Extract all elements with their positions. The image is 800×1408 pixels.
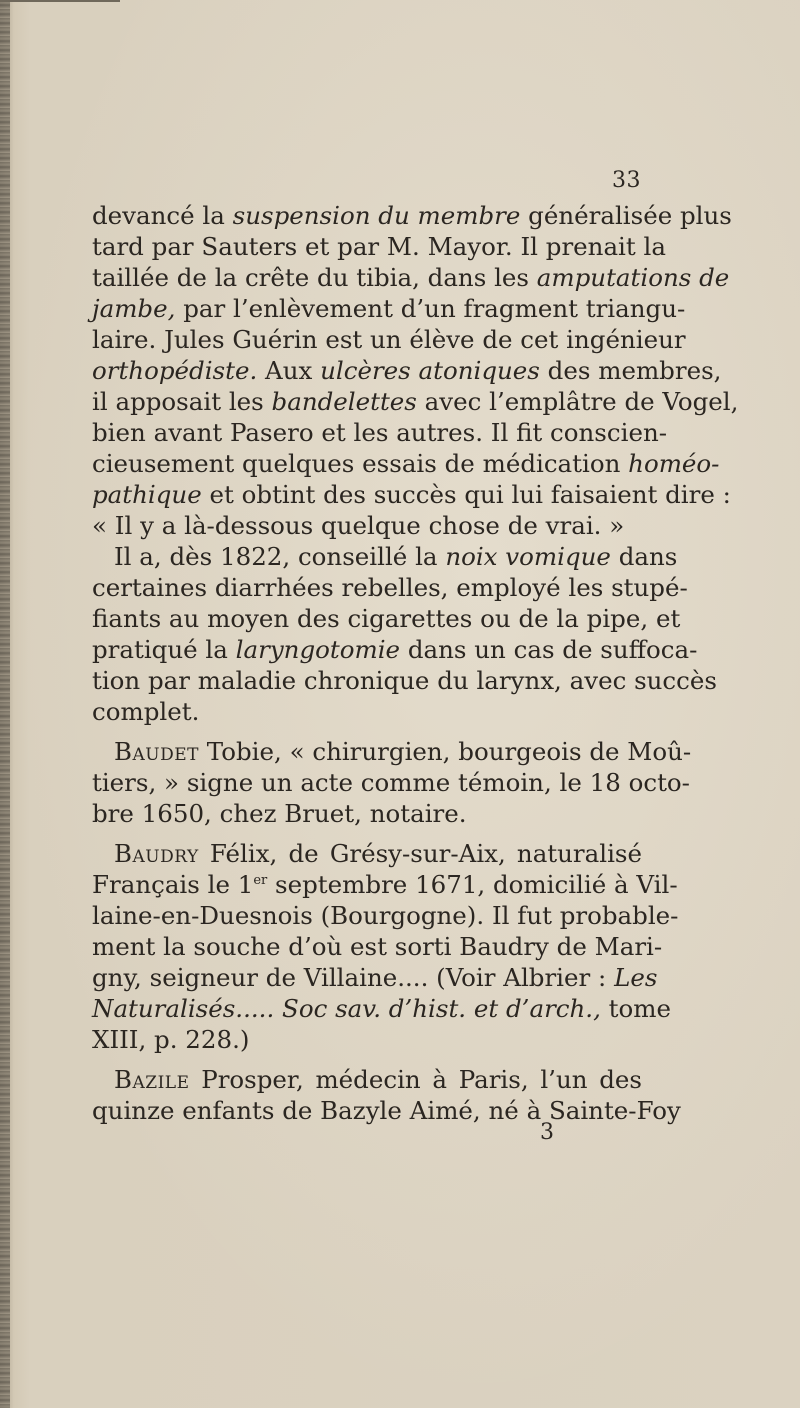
paragraph-gap bbox=[92, 829, 642, 838]
text-run: bre 1650, chez Bruet, notaire. bbox=[92, 799, 467, 828]
text-line bbox=[92, 417, 667, 448]
text-line bbox=[92, 1024, 642, 1055]
text-run: dans bbox=[610, 542, 678, 571]
text-line bbox=[92, 1064, 642, 1095]
text-run: septembre 1671, domicilié à Vil- bbox=[267, 870, 678, 899]
text-line bbox=[92, 736, 692, 767]
text-run: laine-en-Duesnois (Bourgogne). Il fut probable- bbox=[92, 901, 679, 930]
italic-phrase: pathique bbox=[92, 480, 202, 509]
text-run: tome bbox=[600, 994, 671, 1023]
italic-phrase: bandelettes bbox=[271, 387, 417, 416]
text-run: bien avant Pasero et les autres. Il fit conscien- bbox=[92, 418, 667, 447]
text-line bbox=[92, 962, 658, 993]
text-line bbox=[92, 696, 642, 727]
italic-phrase: jambe, bbox=[92, 294, 176, 323]
text-run: Il a, dès 1822, conseillé la bbox=[114, 542, 446, 571]
text-line bbox=[92, 479, 731, 510]
text-run: tiers, » signe un acte comme témoin, le 18 octo- bbox=[92, 768, 690, 797]
text-run: Français le 1 bbox=[92, 870, 254, 899]
italic-phrase: Naturalisés..... bbox=[92, 994, 275, 1023]
text-run bbox=[274, 994, 282, 1023]
text-run: des membres, bbox=[539, 356, 722, 385]
text-line bbox=[92, 386, 739, 417]
text-run: pratiqué la bbox=[92, 635, 236, 664]
text-line bbox=[92, 665, 717, 696]
text-line bbox=[92, 324, 686, 355]
text-run: avec l’emplâtre de Vogel, bbox=[416, 387, 739, 416]
italic-phrase: Les bbox=[614, 963, 658, 992]
entry-name: Bazile bbox=[114, 1065, 190, 1094]
text-run: par l’enlèvement d’un fragment triangu- bbox=[175, 294, 686, 323]
text-run: il apposait les bbox=[92, 387, 272, 416]
text-run: Aux bbox=[257, 356, 321, 385]
text-run: gny, seigneur de Villaine.... (Voir Albrier : bbox=[92, 963, 615, 992]
text-run: tion par maladie chronique du larynx, avec succès bbox=[92, 666, 717, 695]
text-run: Tobie, « chirurgien, bourgeois de Moû- bbox=[199, 737, 692, 766]
text-run: XIII, p. 228.) bbox=[92, 1025, 250, 1054]
text-line bbox=[92, 541, 678, 572]
text-line bbox=[92, 798, 642, 829]
text-run: « Il y a là-dessous quelque chose de vrai. » bbox=[92, 511, 625, 540]
text-run: généralisée plus bbox=[520, 201, 732, 230]
body-text bbox=[92, 200, 739, 1126]
text-line bbox=[92, 767, 690, 798]
text-line bbox=[92, 231, 666, 262]
text-run: devancé la bbox=[92, 201, 233, 230]
text-line bbox=[92, 869, 678, 900]
text-line bbox=[92, 572, 688, 603]
text-line bbox=[92, 448, 720, 479]
text-line bbox=[92, 510, 642, 541]
text-run: dans un cas de suffoca- bbox=[400, 635, 698, 664]
text-line bbox=[92, 838, 642, 869]
text-run: laire. Jules Guérin est un élève de cet ingénieur bbox=[92, 325, 686, 354]
text-line bbox=[92, 603, 681, 634]
text-run: Prosper, médecin à Paris, l’un des bbox=[189, 1065, 642, 1094]
paragraph-gap bbox=[92, 727, 642, 736]
italic-phrase: laryngotomie bbox=[235, 635, 401, 664]
text-line bbox=[92, 634, 698, 665]
text-line bbox=[92, 293, 686, 324]
text-line bbox=[92, 200, 732, 231]
text-line bbox=[92, 931, 663, 962]
italic-phrase: Soc sav. d’hist. et d’arch., bbox=[282, 994, 601, 1023]
signature-mark: 3 bbox=[540, 1120, 554, 1145]
italic-phrase: noix vomique bbox=[445, 542, 611, 571]
text-run: quinze enfants de Bazyle Aimé, né à Sainte-Foy bbox=[92, 1096, 681, 1125]
text-line bbox=[92, 355, 722, 386]
paragraph-gap bbox=[92, 1055, 642, 1064]
top-edge-rule bbox=[0, 0, 120, 2]
text-run: ment la souche d’où est sorti Baudry de Mari- bbox=[92, 932, 663, 961]
text-line bbox=[92, 993, 671, 1024]
text-line bbox=[92, 900, 679, 931]
text-run: complet. bbox=[92, 697, 200, 726]
text-run: cieusement quelques essais de médication bbox=[92, 449, 629, 478]
text-run: fiants au moyen des cigarettes ou de la pipe, et bbox=[92, 604, 681, 633]
italic-phrase: amputations de bbox=[536, 263, 730, 292]
italic-phrase: suspension du membre bbox=[232, 201, 521, 230]
text-line bbox=[92, 1095, 681, 1126]
text-run: et obtint des succès qui lui faisaient dire : bbox=[201, 480, 731, 509]
text-run: Félix, de Grésy-sur-Aix, naturalisé bbox=[198, 839, 642, 868]
italic-phrase: orthopédiste. bbox=[92, 356, 258, 385]
entry-name: Baudet bbox=[114, 737, 199, 766]
entry-name: Baudry bbox=[114, 839, 199, 868]
text-line bbox=[92, 262, 730, 293]
text-run: certaines diarrhées rebelles, employé les stupé- bbox=[92, 573, 688, 602]
italic-phrase: homéo- bbox=[628, 449, 720, 478]
text-run: taillée de la crête du tibia, dans les bbox=[92, 263, 537, 292]
page-binding-edge bbox=[0, 0, 10, 1408]
text-run: tard par Sauters et par M. Mayor. Il prenait la bbox=[92, 232, 666, 261]
page-number: 33 bbox=[612, 168, 641, 193]
italic-phrase: ulcères atoniques bbox=[320, 356, 540, 385]
text-run: er bbox=[253, 873, 268, 888]
